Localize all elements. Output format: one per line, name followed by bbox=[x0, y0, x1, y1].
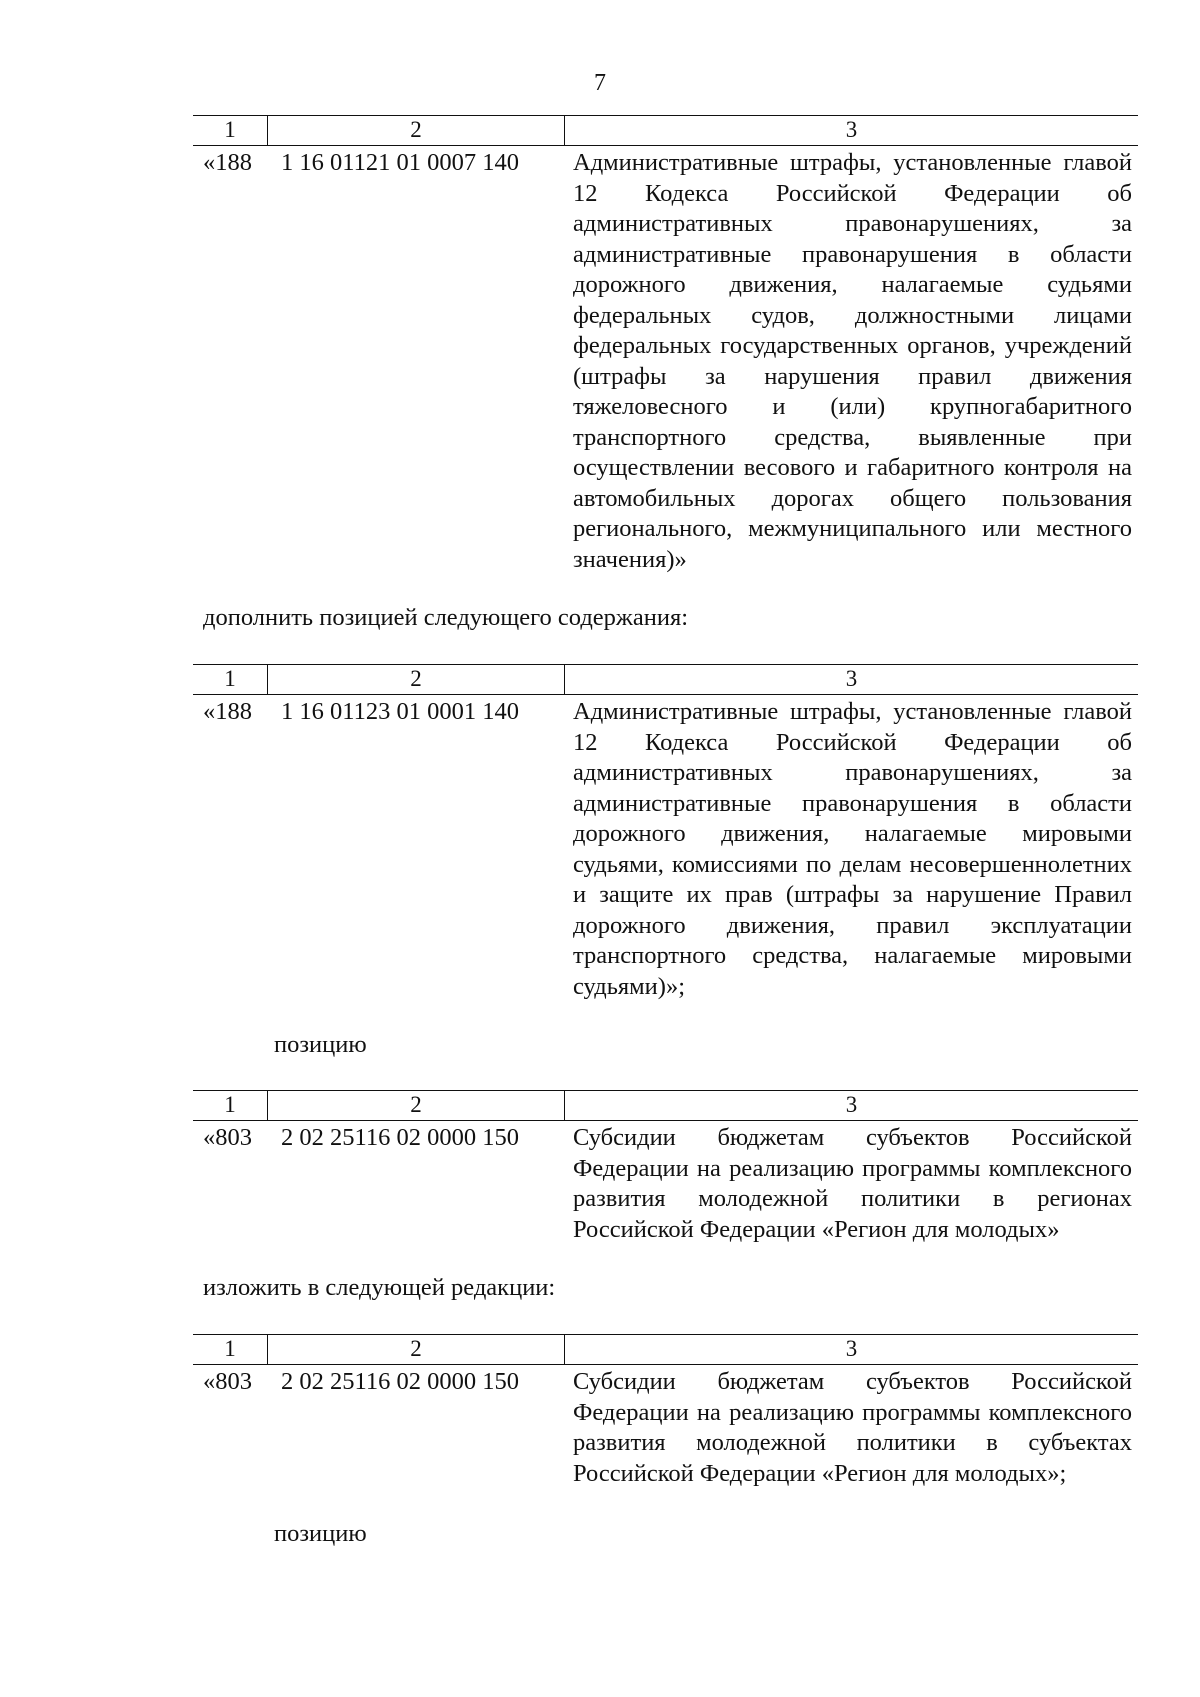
table-4 bbox=[193, 1334, 1138, 1489]
table-row bbox=[193, 146, 1138, 575]
header-col-3: 3 bbox=[845, 1336, 858, 1361]
header-col-2: 2 bbox=[268, 116, 565, 145]
header-col-1: 1 bbox=[193, 116, 268, 145]
table-2 bbox=[193, 664, 1138, 1002]
table-row bbox=[193, 1121, 1138, 1245]
table-header bbox=[193, 1334, 1138, 1365]
table-row bbox=[193, 695, 1138, 1002]
row-code-2: 1 16 01121 01 0007 140 bbox=[281, 149, 519, 176]
paragraph-position-1: позицию bbox=[274, 1031, 367, 1058]
header-col-3: 3 bbox=[845, 117, 858, 142]
paragraph-restate: изложить в следующей редакции: bbox=[203, 1274, 556, 1301]
row-code-1: «803 bbox=[203, 1124, 252, 1151]
header-col-1: 1 bbox=[193, 1335, 268, 1364]
header-col-3: 3 bbox=[845, 666, 858, 691]
table-row bbox=[193, 1365, 1138, 1489]
row-description: Административные штрафы, установленные главой 12 Кодекса Российской Федерации об административных правонарушениях, за административные правонарушения в области дорожного движения, налагаемые судьями федеральных судов, должностными лицами федеральных государственных органов, учреждений (штрафы за нарушения правил движения тяжеловесного и (или) крупногабаритного транспортного средства, выявленные при осуществлении весового и габаритного контроля на автомобильных дорогах общего пользования регионального, межмуниципального или местного значения)» bbox=[573, 149, 1132, 573]
header-col-3: 3 bbox=[845, 1092, 858, 1117]
row-code-2: 1 16 01123 01 0001 140 bbox=[281, 698, 519, 725]
paragraph-add-position: дополнить позицией следующего содержания: bbox=[203, 604, 689, 631]
table-3 bbox=[193, 1090, 1138, 1245]
table-header bbox=[193, 115, 1138, 146]
row-code-1: «803 bbox=[203, 1368, 252, 1395]
row-code-1: «188 bbox=[203, 698, 252, 725]
header-col-1: 1 bbox=[193, 1091, 268, 1120]
header-col-2: 2 bbox=[268, 665, 565, 694]
row-code-1: «188 bbox=[203, 149, 252, 176]
header-col-2: 2 bbox=[268, 1091, 565, 1120]
header-col-1: 1 bbox=[193, 665, 268, 694]
table-header bbox=[193, 1090, 1138, 1121]
page-number: 7 bbox=[594, 70, 606, 96]
paragraph-position-2: позицию bbox=[274, 1520, 367, 1547]
row-code-2: 2 02 25116 02 0000 150 bbox=[281, 1368, 519, 1395]
row-description: Административные штрафы, установленные главой 12 Кодекса Российской Федерации об административных правонарушениях, за административные правонарушения в области дорожного движения, налагаемые мировыми судьями, комиссиями по делам несовершеннолетних и защите их прав (штрафы за нарушение Правил дорожного движения, правил эксплуатации транспортного средства, налагаемые мировыми судьями)»; bbox=[573, 698, 1132, 1000]
header-col-2: 2 bbox=[268, 1335, 565, 1364]
row-code-2: 2 02 25116 02 0000 150 bbox=[281, 1124, 519, 1151]
table-header bbox=[193, 664, 1138, 695]
row-description: Субсидии бюджетам субъектов Российской Федерации на реализацию программы комплексного развития молодежной политики в регионах Российской Федерации «Регион для молодых» bbox=[573, 1124, 1132, 1243]
table-1 bbox=[193, 115, 1138, 575]
row-description: Субсидии бюджетам субъектов Российской Федерации на реализацию программы комплексного развития молодежной политики в субъектах Российской Федерации «Регион для молодых»; bbox=[573, 1368, 1132, 1487]
